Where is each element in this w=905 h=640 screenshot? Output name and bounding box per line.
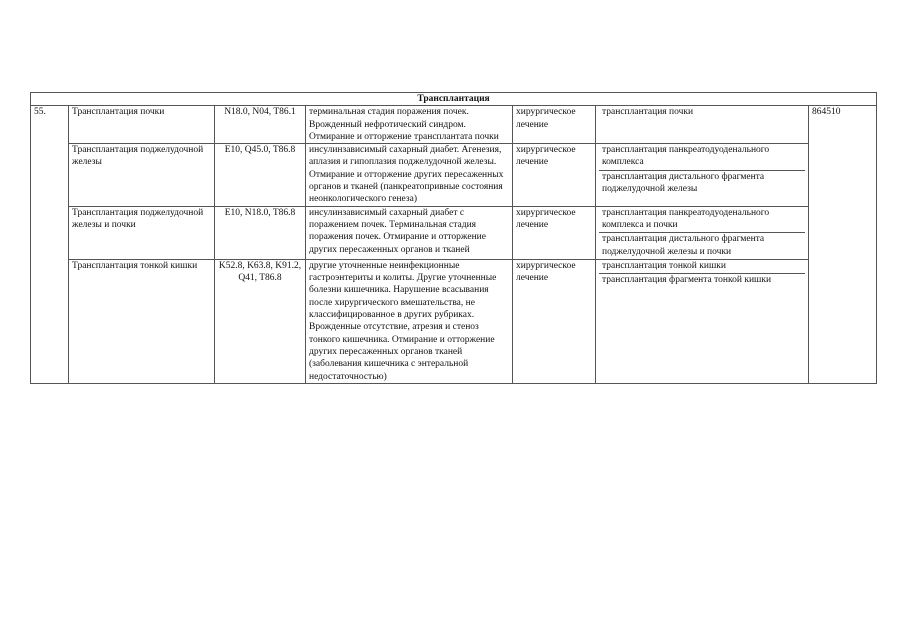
method-item: трансплантация панкреатодуоденального комплекса [602,145,770,168]
method-item: трансплантация фрагмента тонкой кишки [599,273,805,287]
method-cell [596,106,809,144]
table-row [31,259,877,383]
method-item: трансплантация дистального фрагмента поджелудочной железы и почки [599,232,805,259]
method-item: трансплантация тонкой кишки [602,260,726,271]
method-item: трансплантация дистального фрагмента поджелудочной железы [599,170,805,197]
patient-model: другие уточненные неинфекционные гастроэнтериты и колиты. Другие уточненные болезни кишечника. Нарушение всасывания после хирургического вмешательства, не классифицированное в других рубриках. Врожденные отсутствие, атрезия и стеноз тонкого кишечника. Отмирание и отторжение других пересаженных органов тканей (заболевания кишечника с энтеральной недостаточностью) [306,259,513,383]
cost-norm: 864510 [809,106,877,384]
treatment-type: хирургическое лечение [513,206,596,259]
procedure-name: Трансплантация поджелудочной железы [69,144,215,206]
section-title: Трансплантация [31,93,877,106]
method-item: трансплантация панкреатодуоденального комплекса и почки [602,207,770,230]
treatment-type: хирургическое лечение [513,259,596,383]
procedure-name: Трансплантация тонкой кишки [69,259,215,383]
icd-codes: E10, Q45.0, T86.8 [215,144,306,206]
patient-model: терминальная стадия поражения почек. Врожденный нефротический синдром. Отмирание и отторжение трансплантата почки [306,106,513,144]
method-cell [596,259,809,383]
transplantation-table [30,92,877,384]
treatment-type: хирургическое лечение [513,144,596,206]
procedure-name: Трансплантация поджелудочной железы и почки [69,206,215,259]
icd-codes: K52.8, K63.8, K91.2, Q41, T86.8 [215,259,306,383]
patient-model: инсулинзависимый сахарный диабет. Агенезия, аплазия и гипоплазия поджелудочной железы. Отмирание и отторжение других пересаженных органов и тканей (панкреатопривные состояния неонкологического генеза) [306,144,513,206]
row-number: 55. [31,106,69,384]
treatment-type: хирургическое лечение [513,106,596,144]
method-cell [596,144,809,206]
table-row [31,206,877,259]
section-header-row [31,93,877,106]
method-item: трансплантация почки [602,107,694,118]
icd-codes: N18.0, N04, T86.1 [215,106,306,144]
table-row [31,144,877,206]
icd-codes: E10, N18.0, T86.8 [215,206,306,259]
method-cell [596,206,809,259]
table-row [31,106,877,144]
patient-model: инсулинзависимый сахарный диабет с поражением почек. Терминальная стадия поражения почек. Отмирание и отторжение других пересаженных органов и тканей [306,206,513,259]
procedure-name: Трансплантация почки [69,106,215,144]
